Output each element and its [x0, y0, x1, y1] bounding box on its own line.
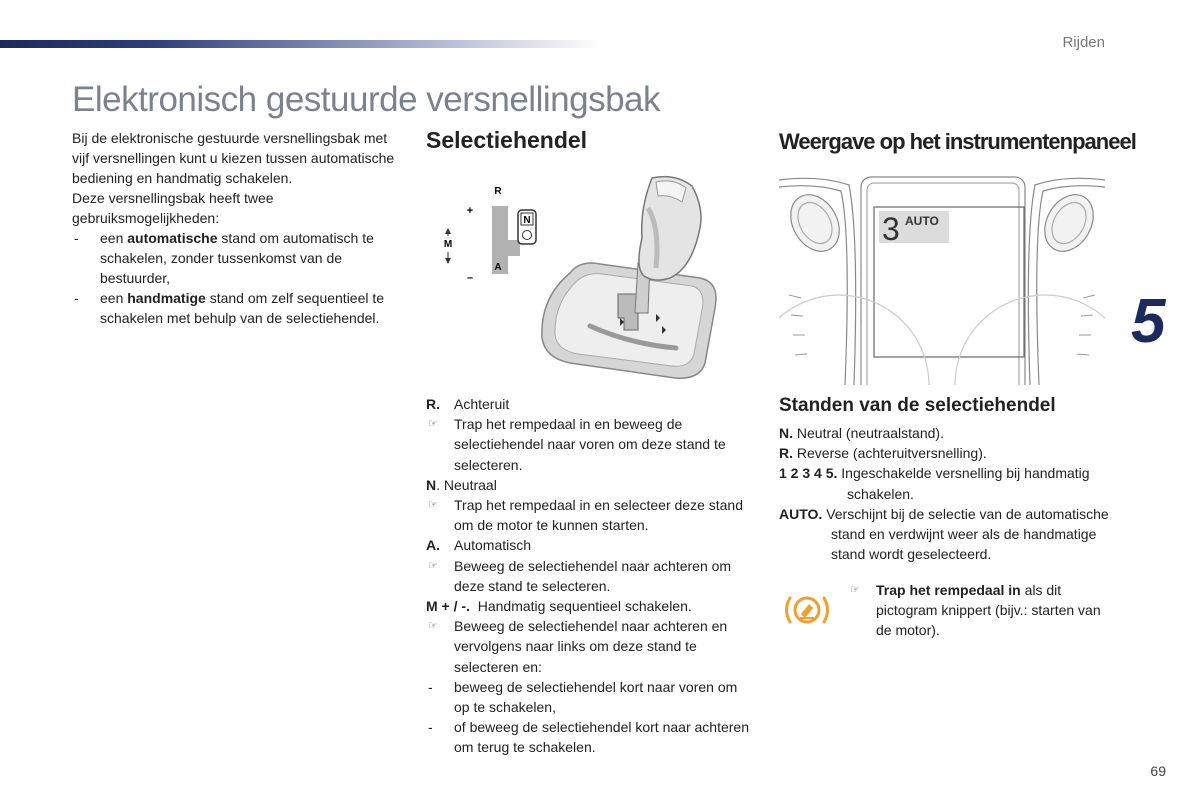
section-label: Rijden — [1062, 34, 1105, 51]
position-a: A. Automatisch — [426, 537, 532, 554]
list-item: - beweeg de selectiehendel kort naar voren om op te schakelen, — [428, 678, 738, 716]
intro-paragraph: Bij de elektronische gestuurde versnellingsbak met vijf versnellingen kunt u kiezen tussen automatische bediening en handmatig schakelen. — [72, 130, 395, 186]
hand-pointer-icon: ☞ — [428, 559, 438, 572]
gate-label-r: R — [494, 186, 502, 197]
step-n: ☞ Trap het rempedaal in en selecteer deze stand om de motor te kunnen starten. — [428, 497, 743, 534]
intro-paragraph: Deze versnellingsbak heeft twee gebruiksmogelijkheden: — [72, 190, 274, 226]
definition-r: R. Reverse (achteruitversnelling). — [779, 445, 987, 462]
header-bar — [0, 40, 600, 48]
definition-n: N. Neutral (neutraalstand). — [779, 425, 944, 441]
hand-pointer-icon: ☞ — [428, 499, 438, 512]
definition-gears: 1 2 3 4 5. Ingeschakelde versnelling bij handmatig schakelen. — [779, 465, 1090, 502]
chapter-number: 5 — [1131, 287, 1166, 356]
gate-label-minus: – — [466, 272, 474, 284]
position-n: N. Neutraal — [426, 476, 497, 493]
gate-label-plus: + — [466, 205, 474, 217]
list-item: - een handmatige stand om zelf sequentieel te schakelen met behulp van de selectiehendel. — [72, 288, 402, 328]
hand-pointer-icon: ☞ — [850, 584, 860, 596]
list-item: - of beweeg de selectiehendel kort naar achteren om terug te schakelen. — [428, 719, 749, 756]
position-m: M + / -. Handmatig sequentieel schakelen. — [426, 598, 692, 615]
hand-pointer-icon: ☞ — [428, 418, 438, 431]
selectiehendel-heading: Selectiehendel — [426, 127, 588, 153]
hand-pointer-icon: ☞ — [428, 620, 438, 633]
gate-diagram — [444, 186, 536, 284]
brake-note: ☞ Trap het rempedaal in als dit pictogram knippert (bijv.: starten van de motor). — [850, 582, 1101, 639]
gate-label-a: A — [494, 262, 502, 273]
intro-text — [72, 128, 402, 328]
gate-label-n: N — [523, 215, 531, 226]
weergave-heading: Weergave op het instrumentenpaneel — [779, 129, 1136, 154]
definition-auto: AUTO. Verschijnt bij de selectie van de automatische stand en verdwijnt weer als de handmatige stand wordt geselecteerd. — [779, 505, 1109, 563]
step-a: ☞ Beweeg de selectiehendel naar achteren om deze stand te selecteren. — [428, 557, 732, 594]
brake-pedal-warning-icon — [782, 590, 832, 630]
step-r: ☞ Trap het rempedaal in en beweeg de selectiehendel naar voren om deze stand te selecteren. — [428, 416, 726, 473]
list-item: - een automatische stand om automatisch te schakelen, zonder tussenkomst van de bestuurder, — [72, 228, 402, 288]
position-r: R. Achteruit — [426, 396, 510, 412]
display-gear: 3 — [882, 211, 900, 247]
selectiehendel-text — [426, 394, 756, 758]
gate-label-m: M — [443, 239, 453, 250]
page-number: 69 — [1150, 763, 1166, 779]
gear-console — [542, 263, 716, 378]
mode-list — [72, 228, 402, 328]
standen-heading: Standen van de selectiehendel — [779, 395, 1056, 416]
gear-lever-illustration — [430, 168, 730, 383]
display-mode: AUTO — [905, 214, 939, 228]
standen-definitions — [779, 423, 1109, 564]
step-m: ☞ Beweeg de selectiehendel naar achteren en vervolgens naar links om deze stand te selecteren en: — [428, 618, 728, 675]
instrument-panel-illustration — [779, 175, 1105, 385]
page-title: Elektronisch gestuurde versnellingsbak — [72, 80, 660, 119]
